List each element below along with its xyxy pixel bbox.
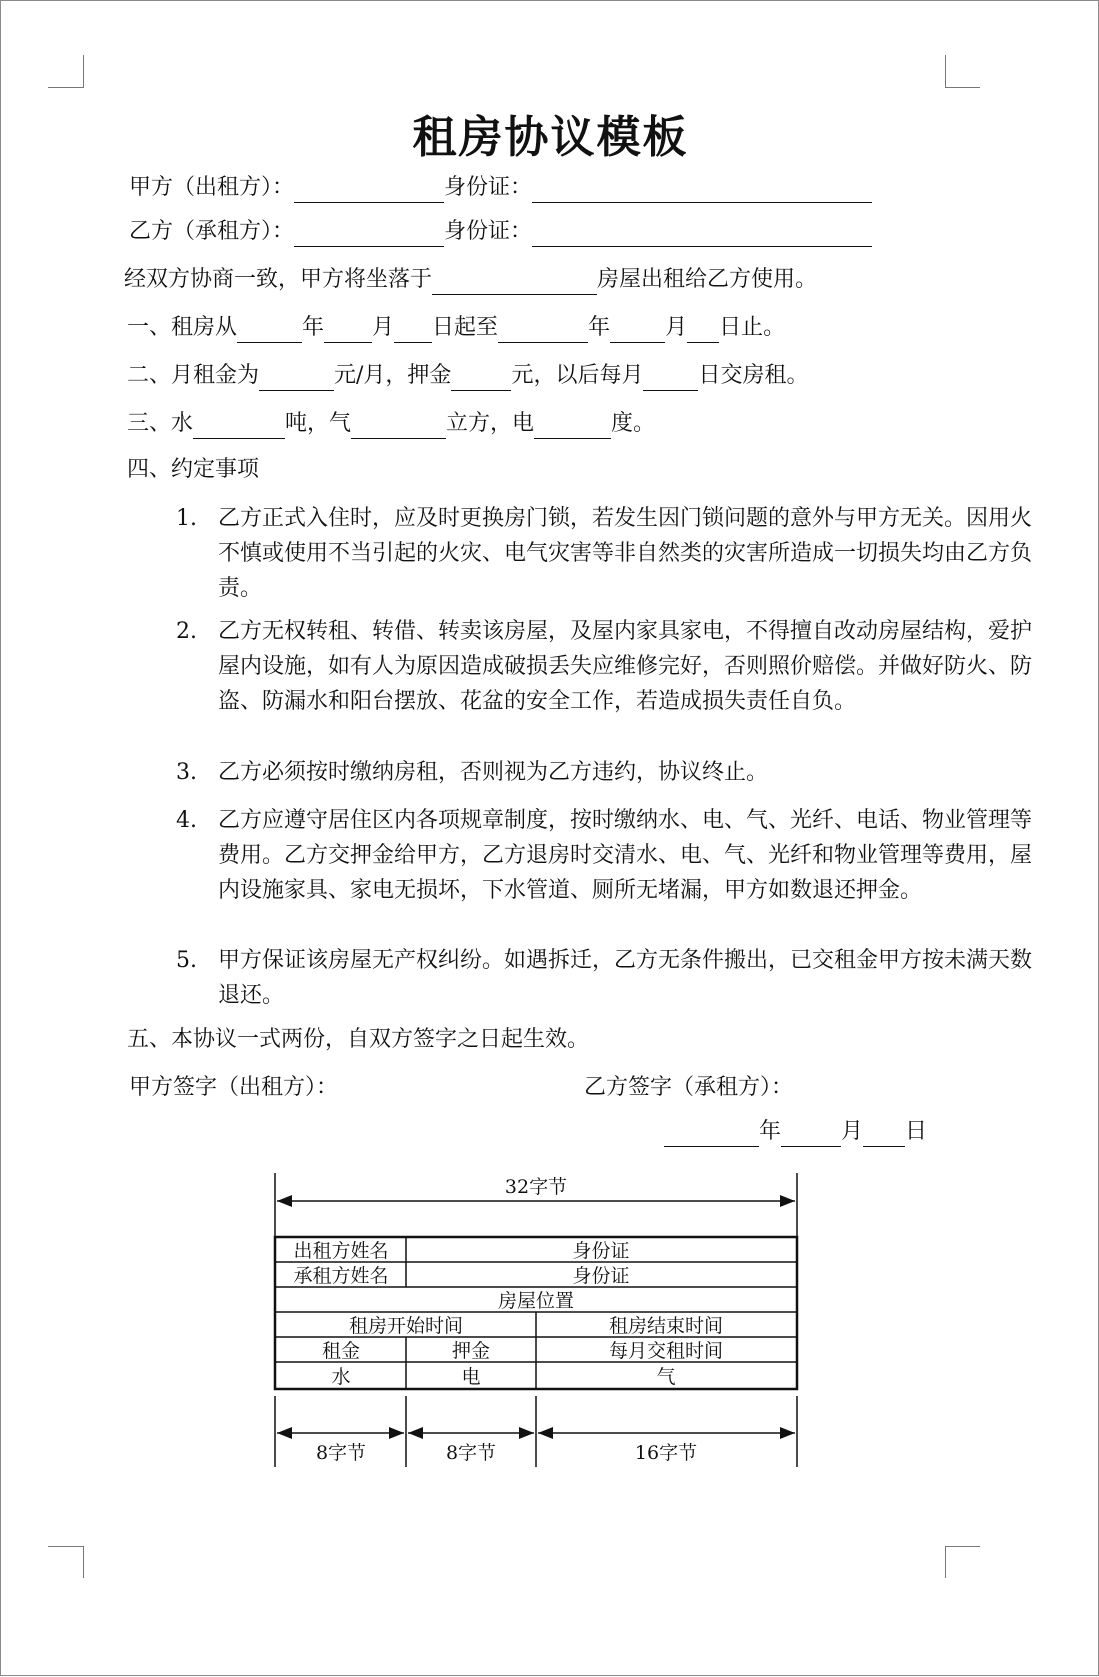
party-b-label: 乙方（承租方）：	[129, 219, 295, 244]
cell-tenant-id: 身份证	[572, 1265, 630, 1287]
cell-landlord-id: 身份证	[572, 1240, 630, 1262]
end-month-blank[interactable]	[610, 318, 665, 343]
term-prefix: 一、租房从	[127, 315, 238, 340]
crop-mark-tl-h	[48, 87, 83, 88]
party-a-name-blank[interactable]	[294, 178, 444, 203]
item-text: 乙方正式入住时，应及时更换房门锁，若发生因门锁问题的意外与甲方无关。因用火不慎或使用不当引起的火灾、电气灾害等非自然类的灾害所造成一切损失均由乙方负责。	[218, 506, 1033, 601]
party-b-id-blank[interactable]	[532, 222, 872, 247]
party-b-line	[129, 217, 872, 247]
item-number: 4.	[176, 808, 197, 833]
date-year-blank[interactable]	[664, 1122, 759, 1147]
item-text: 甲方保证该房屋无产权纠纷。如遇拆迁，乙方无条件搬出，已交租金甲方按未满天数退还。	[218, 948, 1033, 1008]
agreement-heading: 四、约定事项	[127, 457, 260, 482]
utilities-degree-label: 度。	[611, 411, 656, 436]
electricity-blank[interactable]	[534, 414, 611, 439]
cell-gas: 气	[656, 1366, 676, 1388]
bottom-size-label-2: 8字节	[445, 1442, 497, 1464]
date-year-label: 年	[759, 1119, 782, 1144]
cell-start-time: 租房开始时间	[348, 1315, 464, 1337]
bottom-size-label-1: 8字节	[315, 1442, 367, 1464]
item-text: 乙方应遵守居住区内各项规章制度，按时缴纳水、电、气、光纤、电话、物业管理等费用。乙方交押金给甲方，乙方退房时交清水、电、气、光纤和物业管理等费用，屋内设施家具、家电无损坏，下水管道、厕所无堵漏，甲方如数退还押金。	[218, 808, 1033, 903]
cell-pay-time: 每月交租时间	[608, 1340, 724, 1362]
term-month-label: 月	[372, 315, 395, 340]
item-text: 乙方无权转租、转借、转卖该房屋，及屋内家具家电，不得擅自改动房屋结构，爱护屋内设施，如有人为原因造成破损丢失应维修完好，否则照价赔偿。并做好防火、防盗、防漏水和阳台摆放、花盆的安全工作，若造成损失责任自负。	[218, 619, 1033, 714]
rent-yuan-label: 元，以后每月	[511, 363, 644, 388]
item-number: 1.	[176, 506, 197, 531]
property-location-blank[interactable]	[432, 270, 597, 295]
item-text: 乙方必须按时缴纳房租，否则视为乙方违约，协议终止。	[218, 760, 769, 785]
item-number: 2.	[176, 619, 197, 644]
cell-deposit: 押金	[451, 1340, 491, 1362]
term-day-end-label: 日止。	[719, 315, 786, 340]
item-number: 5.	[176, 948, 197, 973]
rent-prefix: 二、月租金为	[127, 363, 260, 388]
crop-mark-tl-v	[83, 55, 84, 88]
cell-water: 水	[331, 1366, 351, 1388]
end-year-blank[interactable]	[498, 318, 588, 343]
date-day-label: 日	[905, 1119, 928, 1144]
rent-unit-label: 元/月，押金	[334, 363, 452, 388]
rent-line	[127, 361, 808, 391]
cell-location: 房屋位置	[497, 1290, 575, 1312]
party-a-id-label: 身份证：	[444, 175, 533, 200]
crop-mark-tr-v	[945, 55, 946, 88]
term-month2-label: 月	[665, 315, 688, 340]
cell-end-time: 租房结束时间	[608, 1315, 724, 1337]
end-day-blank[interactable]	[687, 318, 719, 343]
utilities-line	[127, 409, 655, 439]
pay-day-blank[interactable]	[643, 366, 698, 391]
crop-mark-tr-h	[945, 87, 980, 88]
date-line	[664, 1117, 927, 1147]
term-year-label: 年	[302, 315, 325, 340]
party-b-signature: 乙方签字（承租方）：	[584, 1075, 794, 1100]
gas-blank[interactable]	[351, 414, 446, 439]
party-a-label: 甲方（出租方）：	[129, 175, 295, 200]
bottom-size-label-3: 16字节	[634, 1442, 698, 1464]
utilities-prefix: 三、水	[127, 411, 194, 436]
table-outline	[275, 1237, 797, 1389]
party-a-signature: 甲方签字（出租方）：	[129, 1075, 339, 1100]
top-size-label: 32字节	[504, 1176, 568, 1198]
crop-mark-br-v	[945, 1546, 946, 1578]
term-day-from-label: 日起至	[432, 315, 499, 340]
party-a-id-blank[interactable]	[532, 178, 872, 203]
rent-day-label: 日交房租。	[698, 363, 809, 388]
cell-tenant-name: 承租方姓名	[293, 1265, 389, 1287]
date-month-blank[interactable]	[781, 1122, 841, 1147]
party-b-id-label: 身份证：	[444, 219, 533, 244]
term-line	[127, 313, 785, 343]
monthly-rent-blank[interactable]	[259, 366, 334, 391]
crop-mark-bl-h	[48, 1546, 83, 1547]
water-blank[interactable]	[193, 414, 285, 439]
start-month-blank[interactable]	[324, 318, 372, 343]
intro-line	[124, 265, 817, 295]
document-title: 租房协议模板	[412, 112, 689, 163]
utilities-cubic-label: 立方，电	[446, 411, 535, 436]
crop-mark-br-h	[945, 1546, 980, 1547]
intro-after: 房屋出租给乙方使用。	[597, 267, 818, 292]
cell-landlord-name: 出租方姓名	[293, 1240, 389, 1262]
party-a-line	[129, 173, 872, 203]
intro-before: 经双方协商一致，甲方将坐落于	[124, 267, 433, 292]
start-day-blank[interactable]	[394, 318, 432, 343]
date-month-label: 月	[841, 1119, 864, 1144]
cell-rent: 租金	[321, 1340, 361, 1362]
deposit-blank[interactable]	[451, 366, 511, 391]
crop-mark-bl-v	[83, 1546, 84, 1578]
item-number: 3.	[176, 760, 197, 785]
effective-clause: 五、本协议一式两份，自双方签字之日起生效。	[127, 1027, 590, 1052]
utilities-ton-label: 吨，气	[285, 411, 352, 436]
term-year2-label: 年	[588, 315, 611, 340]
start-year-blank[interactable]	[237, 318, 302, 343]
cell-electric: 电	[461, 1366, 481, 1388]
party-b-name-blank[interactable]	[294, 222, 444, 247]
date-day-blank[interactable]	[863, 1122, 905, 1147]
